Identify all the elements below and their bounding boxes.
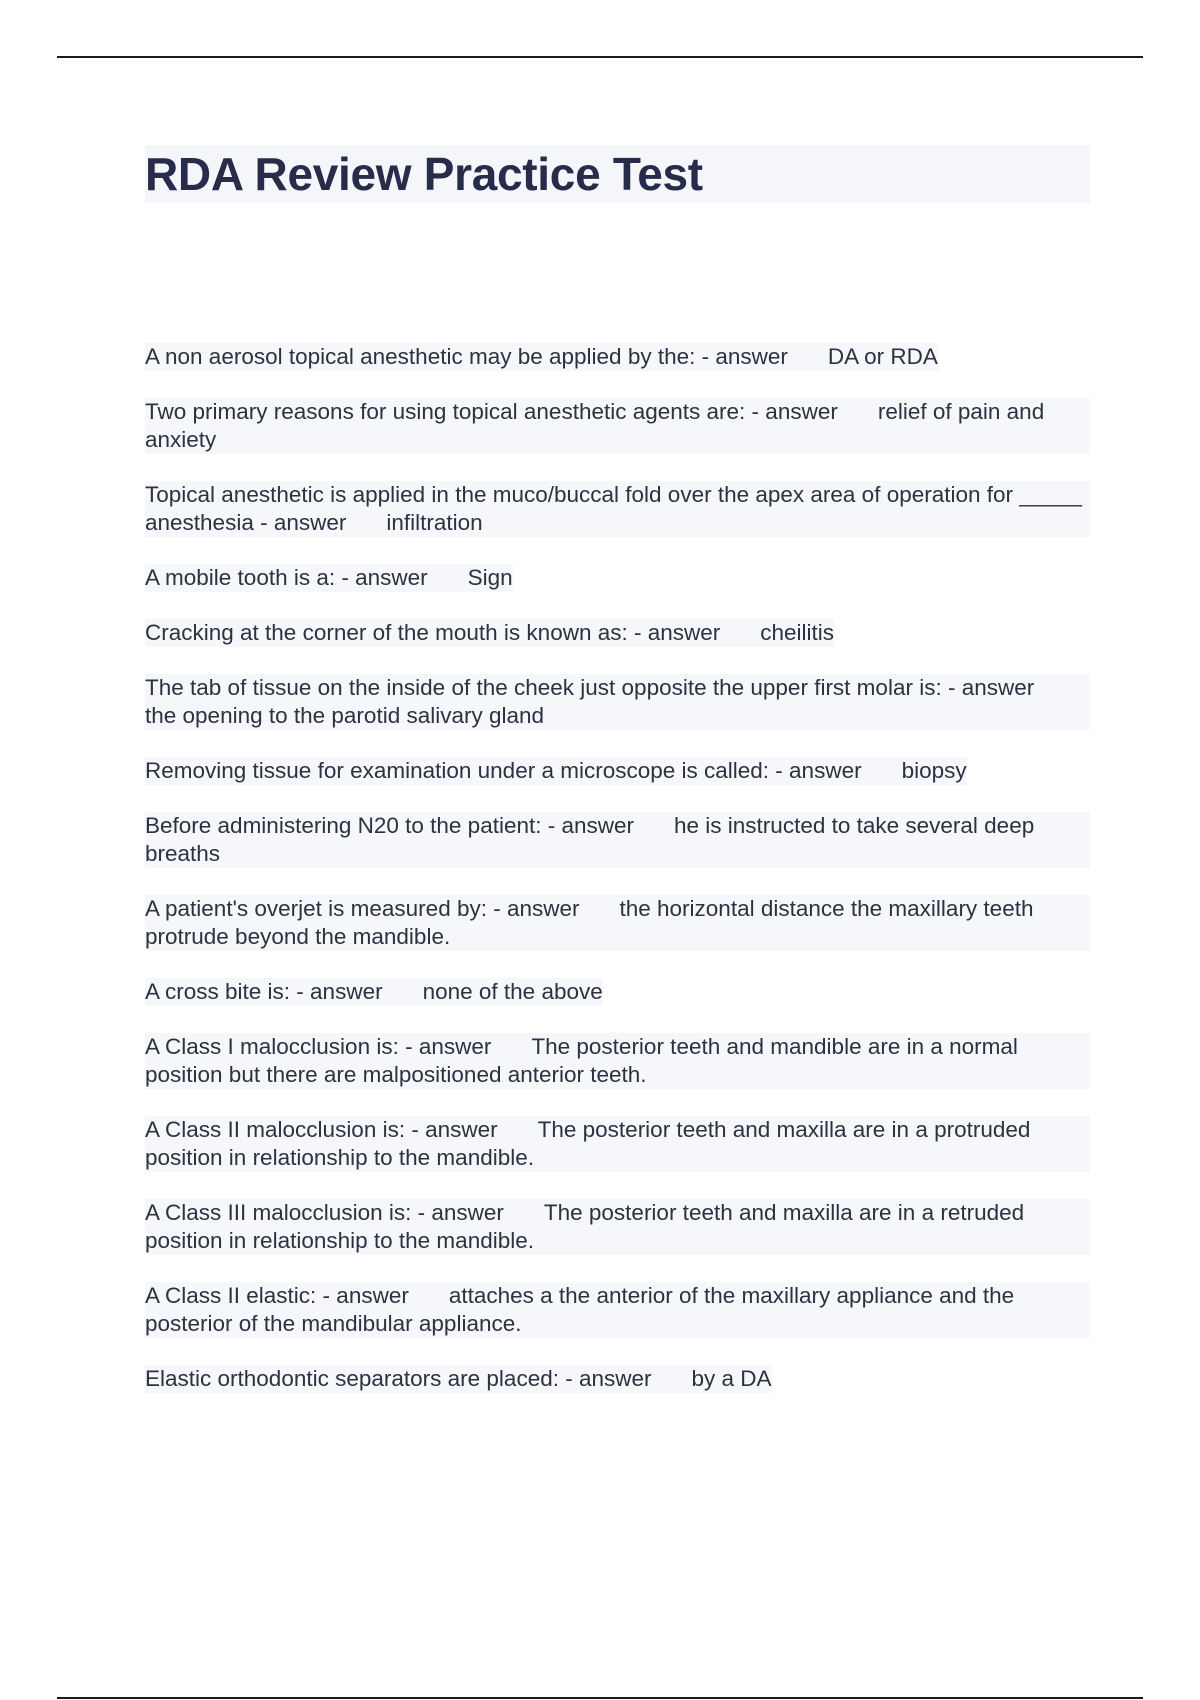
answer-text: the horizontal distance the maxillary teeth protrude beyond the mandible. — [145, 896, 1034, 949]
question-text: A mobile tooth is a: - answer — [145, 565, 428, 590]
answer-text: DA or RDA — [827, 344, 938, 369]
qa-item — [145, 398, 1090, 454]
question-text: The tab of tissue on the inside of the cheek just opposite the upper first molar is: - answer — [145, 675, 1035, 700]
qa-item — [145, 1365, 772, 1393]
answer-text: The posterior teeth and maxilla are in a protruded position in relationship to the mandible. — [145, 1117, 1031, 1170]
qa-list — [145, 343, 1090, 1420]
question-text: A non aerosol topical anesthetic may be applied by the: - answer — [145, 344, 788, 369]
qa-item — [145, 619, 834, 647]
qa-item — [145, 1199, 1090, 1255]
qa-item — [145, 757, 967, 785]
answer-text: Sign — [467, 565, 513, 590]
question-text: A Class II malocclusion is: - answer — [145, 1117, 498, 1142]
answer-text: by a DA — [691, 1366, 772, 1391]
answer-text: he is instructed to take several deep breaths — [145, 813, 1035, 866]
qa-item — [145, 343, 938, 371]
qa-item — [145, 1282, 1090, 1338]
answer-text: biopsy — [901, 758, 967, 783]
qa-item — [145, 564, 513, 592]
question-text: A cross bite is: - answer — [145, 979, 383, 1004]
bottom-rule — [57, 1697, 1143, 1699]
page-title: RDA Review Practice Test — [145, 145, 1090, 203]
answer-text: infiltration — [386, 510, 483, 535]
question-text: Cracking at the corner of the mouth is known as: - answer — [145, 620, 721, 645]
question-text: A patient's overjet is measured by: - answer — [145, 896, 580, 921]
question-text: Topical anesthetic is applied in the muco/buccal fold over the apex area of operation for _____ anesthesia - answer — [145, 482, 1082, 535]
answer-text: relief of pain and anxiety — [145, 399, 1045, 452]
qa-item — [145, 1116, 1090, 1172]
answer-text: cheilitis — [760, 620, 835, 645]
qa-item — [145, 481, 1090, 537]
qa-item — [145, 895, 1090, 951]
answer-text: The posterior teeth and mandible are in a normal position but there are malpositioned anterior teeth. — [145, 1034, 1018, 1087]
top-rule — [57, 56, 1143, 58]
question-text: Before administering N20 to the patient: - answer — [145, 813, 635, 838]
qa-item — [145, 1033, 1090, 1089]
question-text: Elastic orthodontic separators are placed: - answer — [145, 1366, 652, 1391]
qa-item — [145, 674, 1090, 730]
qa-item — [145, 812, 1090, 868]
question-text: Removing tissue for examination under a microscope is called: - answer — [145, 758, 862, 783]
document-body — [145, 145, 1090, 1420]
answer-text: none of the above — [422, 979, 603, 1004]
answer-text: attaches a the anterior of the maxillary appliance and the posterior of the mandibular appliance. — [145, 1283, 1015, 1336]
question-text: A Class III malocclusion is: - answer — [145, 1200, 504, 1225]
question-text: A Class I malocclusion is: - answer — [145, 1034, 492, 1059]
question-text: Two primary reasons for using topical anesthetic agents are: - answer — [145, 399, 838, 424]
question-text: A Class II elastic: - answer — [145, 1283, 409, 1308]
answer-text: The posterior teeth and maxilla are in a retruded position in relationship to the mandible. — [145, 1200, 1025, 1253]
qa-item — [145, 978, 603, 1006]
answer-text: the opening to the parotid salivary gland — [145, 703, 545, 728]
